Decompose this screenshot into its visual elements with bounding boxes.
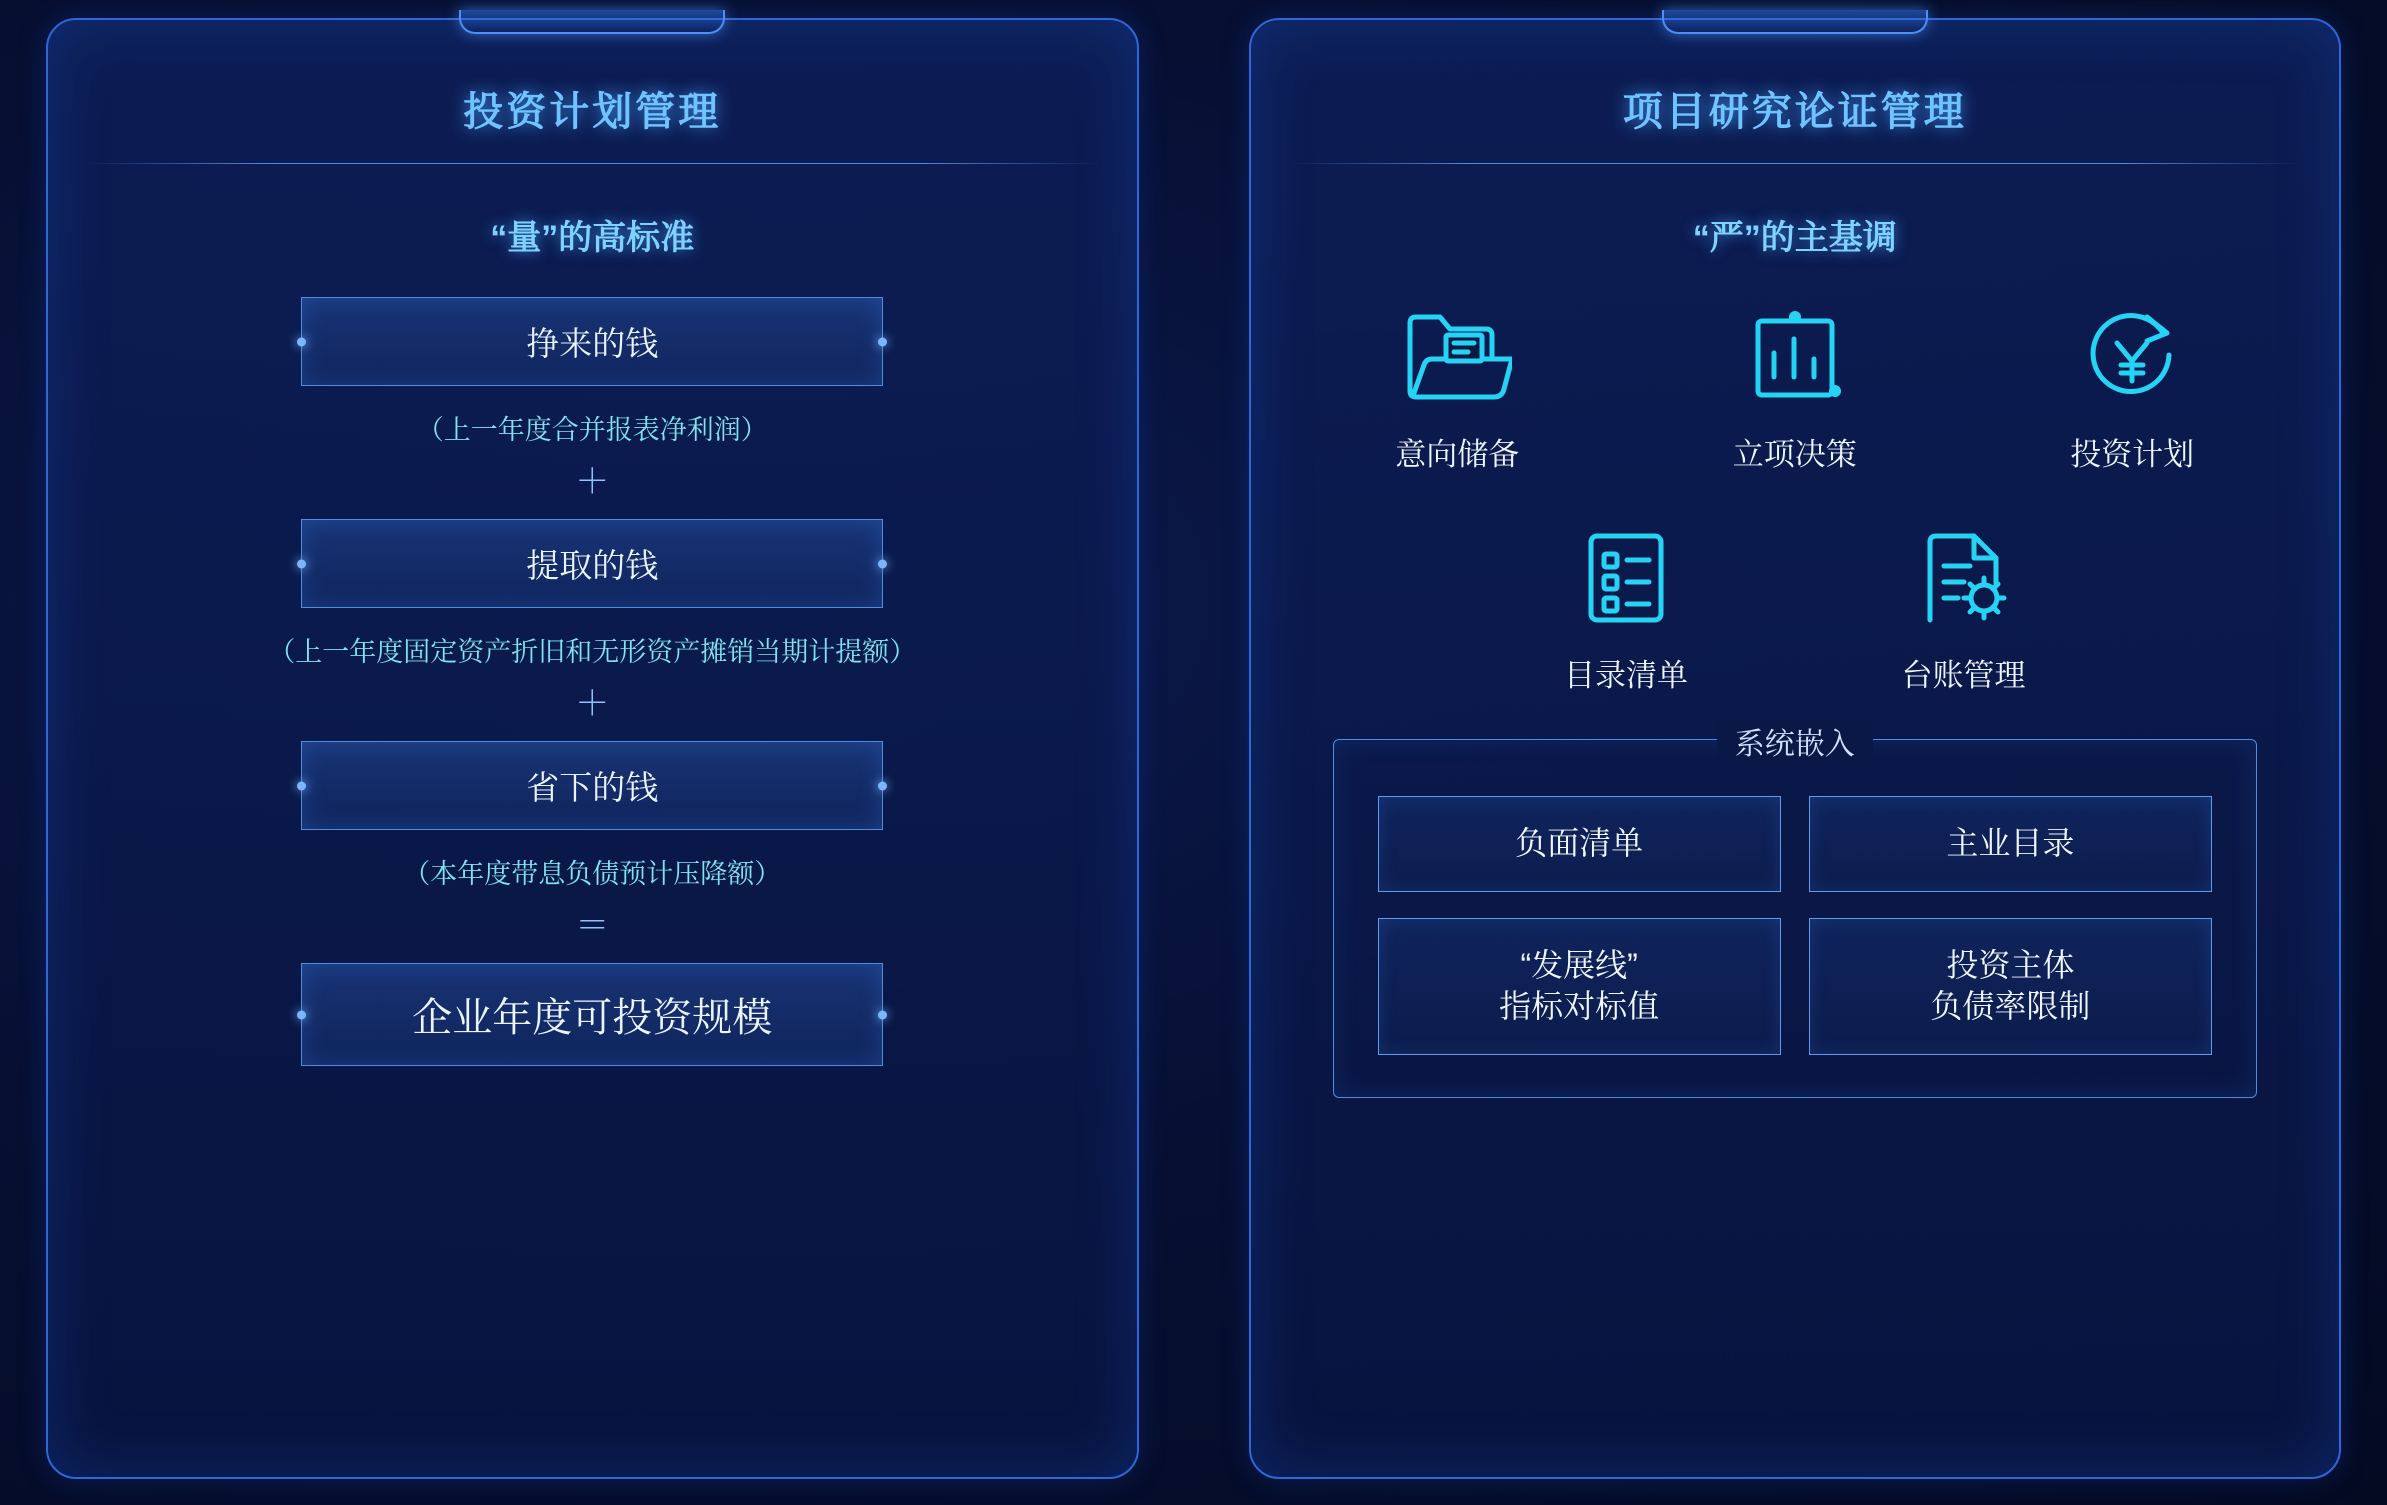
tile-main-business-catalog[interactable] bbox=[1809, 796, 2212, 892]
capability-label: 台账管理 bbox=[1901, 658, 2026, 693]
project-research-panel bbox=[1249, 18, 2342, 1479]
tile-line2: 负债率限制 bbox=[1930, 988, 2091, 1025]
capability-item-ledger-management[interactable] bbox=[1795, 518, 2132, 695]
tile-development-line-benchmark[interactable] bbox=[1378, 918, 1781, 1055]
tile-line1: 负面清单 bbox=[1515, 825, 1644, 861]
capability-icon-grid-row2 bbox=[1289, 518, 2302, 713]
panel-notch-right bbox=[1662, 10, 1928, 34]
page-title-left: 投资计划管理 bbox=[463, 90, 722, 134]
panel-notch-left bbox=[459, 10, 725, 34]
tile-investor-debt-ratio-limit[interactable] bbox=[1809, 918, 2212, 1055]
formula-note-extracted: （上一年度固定资产折旧和无形资产摊销当期计提额） bbox=[268, 637, 917, 667]
formula-operator-equals: ＝ bbox=[575, 907, 610, 945]
title-divider-right bbox=[1289, 163, 2302, 164]
investment-formula bbox=[86, 297, 1099, 1066]
formula-result: 企业年度可投资规模 bbox=[301, 963, 883, 1066]
system-embed-legend: 系统嵌入 bbox=[1717, 719, 1873, 763]
capability-item-investment-plan[interactable] bbox=[1963, 297, 2300, 474]
capability-item-catalog-list[interactable] bbox=[1457, 518, 1794, 695]
capability-icon-grid bbox=[1289, 297, 2302, 492]
subtitle-left: “量”的高标准 bbox=[490, 219, 695, 257]
subtitle-right: “严”的主基调 bbox=[1692, 219, 1897, 257]
checklist-icon bbox=[1561, 518, 1691, 638]
tile-line2: 指标对标值 bbox=[1499, 988, 1660, 1025]
formula-operator-1: ＋ bbox=[575, 463, 610, 501]
title-divider-left bbox=[86, 163, 1099, 164]
bar-chart-icon bbox=[1730, 297, 1860, 417]
system-embed-group bbox=[1333, 728, 2258, 1098]
tile-line1: “发展线” bbox=[1520, 946, 1638, 983]
capability-label: 目录清单 bbox=[1564, 658, 1689, 693]
capability-label: 投资计划 bbox=[2070, 437, 2195, 472]
folder-document-icon bbox=[1392, 297, 1522, 417]
capability-label: 意向储备 bbox=[1395, 437, 1520, 472]
formula-note-earned: （上一年度合并报表净利润） bbox=[416, 415, 768, 445]
document-gear-icon bbox=[1898, 518, 2028, 638]
page-title-right: 项目研究论证管理 bbox=[1622, 90, 1967, 134]
formula-chip-saved: 省下的钱 bbox=[301, 741, 883, 830]
tile-negative-list[interactable] bbox=[1378, 796, 1781, 892]
formula-note-saved: （本年度带息负债预计压降额） bbox=[403, 859, 782, 889]
investment-plan-panel bbox=[46, 18, 1139, 1479]
system-embed-grid bbox=[1378, 796, 2213, 1055]
tile-line1: 投资主体 bbox=[1946, 946, 2075, 983]
formula-chip-extracted: 提取的钱 bbox=[301, 519, 883, 608]
formula-chip-earned: 挣来的钱 bbox=[301, 297, 883, 386]
yuan-refresh-icon bbox=[2067, 297, 2197, 417]
formula-operator-2: ＋ bbox=[575, 685, 610, 723]
capability-item-project-decision[interactable] bbox=[1626, 297, 1963, 474]
capability-label: 立项决策 bbox=[1732, 437, 1857, 472]
capability-item-intent-reserve[interactable] bbox=[1289, 297, 1626, 474]
tile-line1: 主业目录 bbox=[1946, 825, 2075, 861]
